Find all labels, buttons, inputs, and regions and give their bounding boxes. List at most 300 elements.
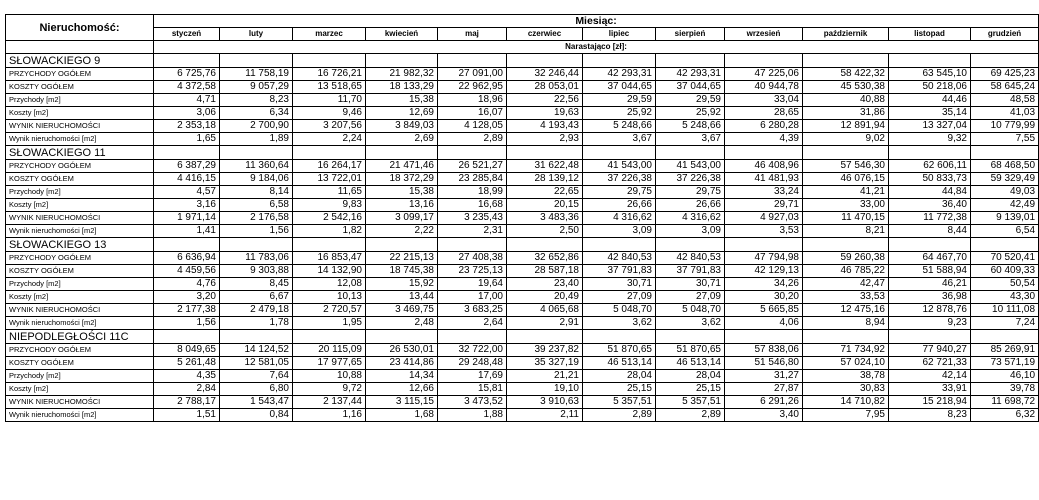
value-cell: 1,56 [220, 225, 293, 238]
section-empty-cell [971, 330, 1039, 344]
value-cell: 3 099,17 [366, 212, 438, 225]
value-cell: 48,58 [971, 94, 1039, 107]
value-cell: 10,13 [293, 291, 366, 304]
section-empty-cell [889, 54, 971, 68]
value-cell: 4 416,15 [154, 173, 220, 186]
value-cell: 13 518,65 [293, 81, 366, 94]
value-cell: 42,49 [971, 199, 1039, 212]
value-cell: 4,71 [154, 94, 220, 107]
value-cell: 2,48 [366, 317, 438, 330]
value-cell: 27,09 [583, 291, 656, 304]
month-header-cell: maj [438, 28, 507, 41]
value-cell: 9 057,29 [220, 81, 293, 94]
value-cell: 1 543,47 [220, 396, 293, 409]
value-cell: 11,70 [293, 94, 366, 107]
value-cell: 9,83 [293, 199, 366, 212]
section-empty-cell [971, 238, 1039, 252]
section-empty-cell [154, 146, 220, 160]
value-cell: 4,39 [725, 133, 803, 146]
value-cell: 4 065,68 [507, 304, 583, 317]
value-cell: 13 722,01 [293, 173, 366, 186]
value-cell: 12,08 [293, 278, 366, 291]
section-empty-cell [583, 146, 656, 160]
value-cell: 5 357,51 [583, 396, 656, 409]
table-row [6, 357, 1039, 370]
value-cell: 17 977,65 [293, 357, 366, 370]
value-cell: 22 215,13 [366, 252, 438, 265]
value-cell: 29,75 [656, 186, 725, 199]
value-cell: 33,04 [725, 94, 803, 107]
section-header-row [6, 330, 1039, 344]
value-cell: 23 725,13 [438, 265, 507, 278]
month-header-cell: kwiecień [366, 28, 438, 41]
value-cell: 32 652,86 [507, 252, 583, 265]
table-row [6, 186, 1039, 199]
value-cell: 19,64 [438, 278, 507, 291]
value-cell: 2 700,90 [220, 120, 293, 133]
value-cell: 9 184,06 [220, 173, 293, 186]
month-header-cell: czerwiec [507, 28, 583, 41]
table-row [6, 265, 1039, 278]
section-empty-cell [438, 330, 507, 344]
value-cell: 8 049,65 [154, 344, 220, 357]
section-empty-cell [220, 146, 293, 160]
value-cell: 3,16 [154, 199, 220, 212]
value-cell: 31 622,48 [507, 160, 583, 173]
value-cell: 10 111,08 [971, 304, 1039, 317]
section-empty-cell [507, 146, 583, 160]
row-label: PRZYCHODY OGÓŁEM [6, 252, 154, 265]
section-empty-cell [220, 330, 293, 344]
value-cell: 59 329,49 [971, 173, 1039, 186]
value-cell: 71 734,92 [803, 344, 889, 357]
value-cell: 1,89 [220, 133, 293, 146]
value-cell: 29 248,48 [438, 357, 507, 370]
value-cell: 1,65 [154, 133, 220, 146]
section-empty-cell [366, 330, 438, 344]
section-empty-cell [154, 54, 220, 68]
row-label: WYNIK NIERUCHOMOŚCI [6, 396, 154, 409]
value-cell: 3 469,75 [366, 304, 438, 317]
value-cell: 27,09 [656, 291, 725, 304]
value-cell: 51 546,80 [725, 357, 803, 370]
row-label: WYNIK NIERUCHOMOŚCI [6, 212, 154, 225]
value-cell: 27 408,38 [438, 252, 507, 265]
value-cell: 2 353,18 [154, 120, 220, 133]
value-cell: 33,00 [803, 199, 889, 212]
section-empty-cell [366, 238, 438, 252]
value-cell: 8,21 [803, 225, 889, 238]
value-cell: 30,83 [803, 383, 889, 396]
table-row [6, 107, 1039, 120]
value-cell: 2,31 [438, 225, 507, 238]
month-header-cell: listopad [889, 28, 971, 41]
value-cell: 6 725,76 [154, 68, 220, 81]
value-cell: 44,84 [889, 186, 971, 199]
value-cell: 5 357,51 [656, 396, 725, 409]
month-header-cell: styczeń [154, 28, 220, 41]
table-row [6, 252, 1039, 265]
value-cell: 9 303,88 [220, 265, 293, 278]
value-cell: 2 542,16 [293, 212, 366, 225]
value-cell: 14 710,82 [803, 396, 889, 409]
value-cell: 50 833,73 [889, 173, 971, 186]
value-cell: 23 414,86 [366, 357, 438, 370]
value-cell: 37 044,65 [583, 81, 656, 94]
value-cell: 46 076,15 [803, 173, 889, 186]
value-cell: 5 048,70 [583, 304, 656, 317]
value-cell: 23 285,84 [438, 173, 507, 186]
value-cell: 3 115,15 [366, 396, 438, 409]
value-cell: 6,34 [220, 107, 293, 120]
table-row [6, 344, 1039, 357]
value-cell: 2 479,18 [220, 304, 293, 317]
table-row [6, 304, 1039, 317]
value-cell: 3,53 [725, 225, 803, 238]
value-cell: 11 772,38 [889, 212, 971, 225]
value-cell: 37 226,38 [583, 173, 656, 186]
value-cell: 6 280,28 [725, 120, 803, 133]
value-cell: 23,40 [507, 278, 583, 291]
value-cell: 2,69 [366, 133, 438, 146]
value-cell: 3 683,25 [438, 304, 507, 317]
value-cell: 12 475,16 [803, 304, 889, 317]
value-cell: 3 207,56 [293, 120, 366, 133]
value-cell: 4 927,03 [725, 212, 803, 225]
value-cell: 37 226,38 [656, 173, 725, 186]
value-cell: 7,95 [803, 409, 889, 422]
value-cell: 8,94 [803, 317, 889, 330]
value-cell: 3,09 [656, 225, 725, 238]
section-empty-cell [507, 54, 583, 68]
value-cell: 15 218,94 [889, 396, 971, 409]
value-cell: 31,27 [725, 370, 803, 383]
value-cell: 63 545,10 [889, 68, 971, 81]
value-cell: 70 520,41 [971, 252, 1039, 265]
value-cell: 13,44 [366, 291, 438, 304]
value-cell: 42 293,31 [583, 68, 656, 81]
value-cell: 7,24 [971, 317, 1039, 330]
value-cell: 3,06 [154, 107, 220, 120]
value-cell: 3,09 [583, 225, 656, 238]
header-spacer-cell [6, 41, 154, 54]
section-empty-cell [220, 54, 293, 68]
row-label: Przychody [m2] [6, 278, 154, 291]
value-cell: 46 785,22 [803, 265, 889, 278]
table-row [6, 396, 1039, 409]
value-cell: 59 260,38 [803, 252, 889, 265]
table-row [6, 81, 1039, 94]
value-cell: 51 588,94 [889, 265, 971, 278]
value-cell: 42,47 [803, 278, 889, 291]
value-cell: 31,86 [803, 107, 889, 120]
section-empty-cell [889, 330, 971, 344]
value-cell: 26,66 [656, 199, 725, 212]
value-cell: 1,82 [293, 225, 366, 238]
value-cell: 6,80 [220, 383, 293, 396]
value-cell: 5 248,66 [656, 120, 725, 133]
value-cell: 3,20 [154, 291, 220, 304]
value-cell: 1 971,14 [154, 212, 220, 225]
value-cell: 3,67 [656, 133, 725, 146]
value-cell: 36,40 [889, 199, 971, 212]
section-empty-cell [438, 54, 507, 68]
value-cell: 16 853,47 [293, 252, 366, 265]
section-empty-cell [366, 146, 438, 160]
value-cell: 46,10 [971, 370, 1039, 383]
row-label: Wynik nieruchomości [m2] [6, 225, 154, 238]
value-cell: 28,04 [656, 370, 725, 383]
value-cell: 46 408,96 [725, 160, 803, 173]
value-cell: 13 327,04 [889, 120, 971, 133]
value-cell: 22,65 [507, 186, 583, 199]
value-cell: 13,16 [366, 199, 438, 212]
value-cell: 58 422,32 [803, 68, 889, 81]
value-cell: 42 840,53 [583, 252, 656, 265]
section-empty-cell [154, 330, 220, 344]
value-cell: 44,46 [889, 94, 971, 107]
value-cell: 6 291,26 [725, 396, 803, 409]
value-cell: 58 645,24 [971, 81, 1039, 94]
value-cell: 18 133,29 [366, 81, 438, 94]
value-cell: 50 218,06 [889, 81, 971, 94]
value-cell: 35 327,19 [507, 357, 583, 370]
value-cell: 6,32 [971, 409, 1039, 422]
section-empty-cell [507, 238, 583, 252]
value-cell: 4 372,58 [154, 81, 220, 94]
month-header-cell: grudzień [971, 28, 1039, 41]
value-cell: 2 720,57 [293, 304, 366, 317]
value-cell: 19,63 [507, 107, 583, 120]
table-row [6, 383, 1039, 396]
value-cell: 3 849,03 [366, 120, 438, 133]
row-label: Przychody [m2] [6, 94, 154, 107]
value-cell: 28 587,18 [507, 265, 583, 278]
value-cell: 35,14 [889, 107, 971, 120]
section-empty-cell [438, 238, 507, 252]
section-empty-cell [366, 54, 438, 68]
value-cell: 2 177,38 [154, 304, 220, 317]
value-cell: 20,49 [507, 291, 583, 304]
section-empty-cell [803, 238, 889, 252]
table-row [6, 68, 1039, 81]
value-cell: 1,88 [438, 409, 507, 422]
value-cell: 9 139,01 [971, 212, 1039, 225]
property-name: SŁOWACKIEGO 11 [6, 146, 154, 160]
value-cell: 46 513,14 [656, 357, 725, 370]
row-label: KOSZTY OGÓŁEM [6, 81, 154, 94]
value-cell: 12 878,76 [889, 304, 971, 317]
row-label: Przychody [m2] [6, 370, 154, 383]
table-row [6, 199, 1039, 212]
table-row [6, 160, 1039, 173]
value-cell: 37 044,65 [656, 81, 725, 94]
months-header-row [6, 28, 1039, 41]
value-cell: 8,14 [220, 186, 293, 199]
row-label: KOSZTY OGÓŁEM [6, 173, 154, 186]
value-cell: 2,93 [507, 133, 583, 146]
value-cell: 4,35 [154, 370, 220, 383]
value-cell: 37 791,83 [656, 265, 725, 278]
section-empty-cell [154, 238, 220, 252]
value-cell: 42 293,31 [656, 68, 725, 81]
value-cell: 15,38 [366, 186, 438, 199]
value-cell: 27,87 [725, 383, 803, 396]
section-header-row [6, 146, 1039, 160]
month-header-cell: luty [220, 28, 293, 41]
value-cell: 6,58 [220, 199, 293, 212]
value-cell: 18,96 [438, 94, 507, 107]
cumulative-results-table [5, 14, 1039, 422]
value-cell: 2,89 [438, 133, 507, 146]
value-cell: 1,56 [154, 317, 220, 330]
section-header-row [6, 54, 1039, 68]
value-cell: 3,40 [725, 409, 803, 422]
value-cell: 22,56 [507, 94, 583, 107]
section-empty-cell [656, 330, 725, 344]
property-name: SŁOWACKIEGO 13 [6, 238, 154, 252]
value-cell: 4 316,62 [583, 212, 656, 225]
value-cell: 9,46 [293, 107, 366, 120]
table-row [6, 173, 1039, 186]
value-cell: 47 225,06 [725, 68, 803, 81]
section-empty-cell [803, 330, 889, 344]
value-cell: 20,15 [507, 199, 583, 212]
value-cell: 12 581,05 [220, 357, 293, 370]
property-name: SŁOWACKIEGO 9 [6, 54, 154, 68]
value-cell: 42 840,53 [656, 252, 725, 265]
value-cell: 39 237,82 [507, 344, 583, 357]
value-cell: 1,16 [293, 409, 366, 422]
value-cell: 49,03 [971, 186, 1039, 199]
value-cell: 47 794,98 [725, 252, 803, 265]
value-cell: 5 261,48 [154, 357, 220, 370]
value-cell: 5 248,66 [583, 120, 656, 133]
value-cell: 10 779,99 [971, 120, 1039, 133]
value-cell: 12 891,94 [803, 120, 889, 133]
value-cell: 38,78 [803, 370, 889, 383]
section-header-row [6, 238, 1039, 252]
row-label: Wynik nieruchomości [m2] [6, 133, 154, 146]
value-cell: 50,54 [971, 278, 1039, 291]
row-label: Koszty [m2] [6, 199, 154, 212]
row-label: Przychody [m2] [6, 186, 154, 199]
section-empty-cell [803, 54, 889, 68]
value-cell: 8,23 [889, 409, 971, 422]
row-label: WYNIK NIERUCHOMOŚCI [6, 120, 154, 133]
value-cell: 3 473,52 [438, 396, 507, 409]
table-row [6, 291, 1039, 304]
value-cell: 2 788,17 [154, 396, 220, 409]
value-cell: 6,54 [971, 225, 1039, 238]
value-cell: 21,21 [507, 370, 583, 383]
section-empty-cell [293, 238, 366, 252]
value-cell: 17,69 [438, 370, 507, 383]
value-cell: 20 115,09 [293, 344, 366, 357]
value-cell: 11 698,72 [971, 396, 1039, 409]
value-cell: 11,65 [293, 186, 366, 199]
section-empty-cell [725, 146, 803, 160]
section-empty-cell [583, 330, 656, 344]
row-label: KOSZTY OGÓŁEM [6, 265, 154, 278]
value-cell: 43,30 [971, 291, 1039, 304]
value-cell: 3 483,36 [507, 212, 583, 225]
property-name: NIEPODLEGŁOŚCI 11C [6, 330, 154, 344]
row-label: PRZYCHODY OGÓŁEM [6, 344, 154, 357]
value-cell: 5 048,70 [656, 304, 725, 317]
value-cell: 19,10 [507, 383, 583, 396]
value-cell: 29,71 [725, 199, 803, 212]
value-cell: 36,98 [889, 291, 971, 304]
value-cell: 2,64 [438, 317, 507, 330]
value-cell: 6,67 [220, 291, 293, 304]
value-cell: 4,57 [154, 186, 220, 199]
value-cell: 16,07 [438, 107, 507, 120]
value-cell: 45 530,38 [803, 81, 889, 94]
value-cell: 9,72 [293, 383, 366, 396]
value-cell: 7,64 [220, 370, 293, 383]
value-cell: 29,75 [583, 186, 656, 199]
cumulative-header: Narastająco [zł]: [154, 41, 1039, 54]
value-cell: 29,59 [583, 94, 656, 107]
table-row [6, 317, 1039, 330]
value-cell: 18 745,38 [366, 265, 438, 278]
value-cell: 18,99 [438, 186, 507, 199]
value-cell: 9,32 [889, 133, 971, 146]
value-cell: 15,38 [366, 94, 438, 107]
value-cell: 6 387,29 [154, 160, 220, 173]
section-empty-cell [656, 146, 725, 160]
value-cell: 32 246,44 [507, 68, 583, 81]
value-cell: 2,11 [507, 409, 583, 422]
section-empty-cell [583, 238, 656, 252]
value-cell: 33,91 [889, 383, 971, 396]
value-cell: 26 530,01 [366, 344, 438, 357]
value-cell: 8,44 [889, 225, 971, 238]
value-cell: 7,55 [971, 133, 1039, 146]
value-cell: 9,23 [889, 317, 971, 330]
section-empty-cell [656, 54, 725, 68]
value-cell: 1,51 [154, 409, 220, 422]
value-cell: 12,69 [366, 107, 438, 120]
section-empty-cell [971, 146, 1039, 160]
value-cell: 29,59 [656, 94, 725, 107]
value-cell: 1,78 [220, 317, 293, 330]
value-cell: 11 360,64 [220, 160, 293, 173]
section-empty-cell [220, 238, 293, 252]
section-empty-cell [889, 238, 971, 252]
table-row [6, 225, 1039, 238]
value-cell: 11 758,19 [220, 68, 293, 81]
row-label: Wynik nieruchomości [m2] [6, 317, 154, 330]
value-cell: 25,15 [583, 383, 656, 396]
value-cell: 17,00 [438, 291, 507, 304]
value-cell: 26 521,27 [438, 160, 507, 173]
value-cell: 26,66 [583, 199, 656, 212]
value-cell: 30,71 [656, 278, 725, 291]
section-empty-cell [293, 330, 366, 344]
value-cell: 60 409,33 [971, 265, 1039, 278]
table-row [6, 212, 1039, 225]
value-cell: 0,84 [220, 409, 293, 422]
value-cell: 57 024,10 [803, 357, 889, 370]
value-cell: 1,95 [293, 317, 366, 330]
report-sheet [5, 14, 1039, 422]
value-cell: 21 982,32 [366, 68, 438, 81]
table-row [6, 409, 1039, 422]
value-cell: 2,89 [656, 409, 725, 422]
value-cell: 30,71 [583, 278, 656, 291]
